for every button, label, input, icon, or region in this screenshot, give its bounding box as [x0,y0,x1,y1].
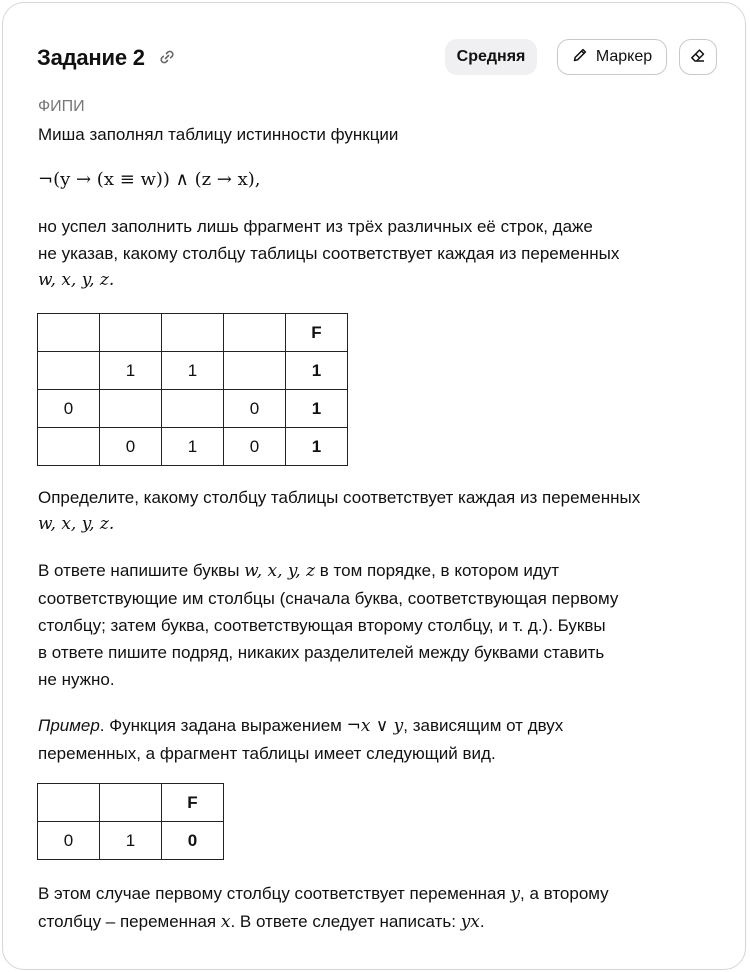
example-text [38,712,718,767]
table-cell: 0 [100,428,162,466]
table-cell: 1 [100,352,162,390]
table-cell: 0 [38,822,100,860]
determine-line: Определите, какому столбцу таблицы соответствует каждая из переменных [38,488,641,507]
truth-table [37,313,348,466]
example-text-part: , зависящим от двух [403,716,564,735]
table-cell: 0 [38,390,100,428]
table-row [38,428,348,466]
table-cell: F [286,314,348,352]
answer-line-1 [38,557,718,585]
table-cell [38,784,100,822]
table-cell: 1 [286,428,348,466]
task-formula: ¬(y → (x ≡ w)) ∧ (z → x), [38,169,261,190]
pencil-icon [572,47,588,68]
table-cell [100,784,162,822]
final-line-1 [38,880,718,908]
table-cell: 1 [286,390,348,428]
answer-text: в том порядке, в котором идут [319,561,560,580]
table-cell: 0 [162,822,224,860]
answer-instructions [38,557,718,693]
table-cell [38,352,100,390]
intro-text: Миша заполнял таблицу истинности функции [38,125,399,144]
table-cell [162,314,224,352]
link-icon[interactable] [157,47,177,67]
variables-list-2: w, x, y, z. [38,514,115,534]
final-text-part: , а второму [520,884,609,903]
table-row [38,390,348,428]
description-line-1: но успел заполнить лишь фрагмент из трёх различных её строк, даже [38,217,593,236]
final-var: y [510,884,521,904]
table-row [38,352,348,390]
example-table [37,783,224,860]
task-source: ФИПИ [38,98,85,115]
example-label: Пример [38,716,100,735]
table-cell: 0 [224,390,286,428]
task-card [2,2,746,970]
example-line-2: переменных, а фрагмент таблицы имеет следующий вид. [38,744,496,763]
final-var: x [220,912,231,932]
eraser-icon [689,46,707,69]
task-title: Задание 2 [37,45,145,70]
table-cell [38,428,100,466]
answer-line-3: столбцу; затем буква, соответствующая второму столбцу, и т. д.). Буквы [38,616,606,635]
table-cell [100,390,162,428]
table-row [38,784,224,822]
example-expression: ¬x ∨ y [346,716,404,736]
marker-label: Маркер [595,48,653,65]
task-description [38,213,718,294]
example-line-1 [38,712,718,740]
final-text [38,880,718,936]
table-cell [162,390,224,428]
table-cell: 1 [100,822,162,860]
eraser-button[interactable] [679,39,717,75]
variables-list: w, x, y, z. [38,270,115,290]
table-row [38,822,224,860]
final-line-2 [38,908,718,936]
table-cell: 1 [162,428,224,466]
table-cell: 1 [286,352,348,390]
final-text-part: . [479,912,485,931]
answer-line-4: в ответе пишите подряд, никаких разделителей между буквами ставить [38,643,605,662]
marker-button[interactable] [557,39,667,75]
description-line-2: не указав, какому столбцу таблицы соответствует каждая из переменных [38,244,620,263]
task-header [37,39,725,79]
final-answer: yx [460,912,480,932]
answer-line-2: соответствующие им столбцы (сначала буква, соответствующая первому [38,589,619,608]
table-cell [38,314,100,352]
table-cell: 0 [224,428,286,466]
determine-text [38,484,718,538]
final-text-part: . В ответе следует написать: [230,912,456,931]
table-cell: F [162,784,224,822]
answer-line-5: не нужно. [38,670,115,689]
table-row [38,314,348,352]
table-cell [224,314,286,352]
answer-text: В ответе напишите буквы [38,561,240,580]
table-cell [100,314,162,352]
table-cell: 1 [162,352,224,390]
example-text-part: . Функция задана выражением [99,716,342,735]
answer-vars: w, x, y, z [244,561,316,581]
table-cell [224,352,286,390]
final-text-part: столбцу – переменная [38,912,217,931]
final-text-part: В этом случае первому столбцу соответствует переменная [38,884,506,903]
difficulty-badge: Средняя [445,39,537,75]
